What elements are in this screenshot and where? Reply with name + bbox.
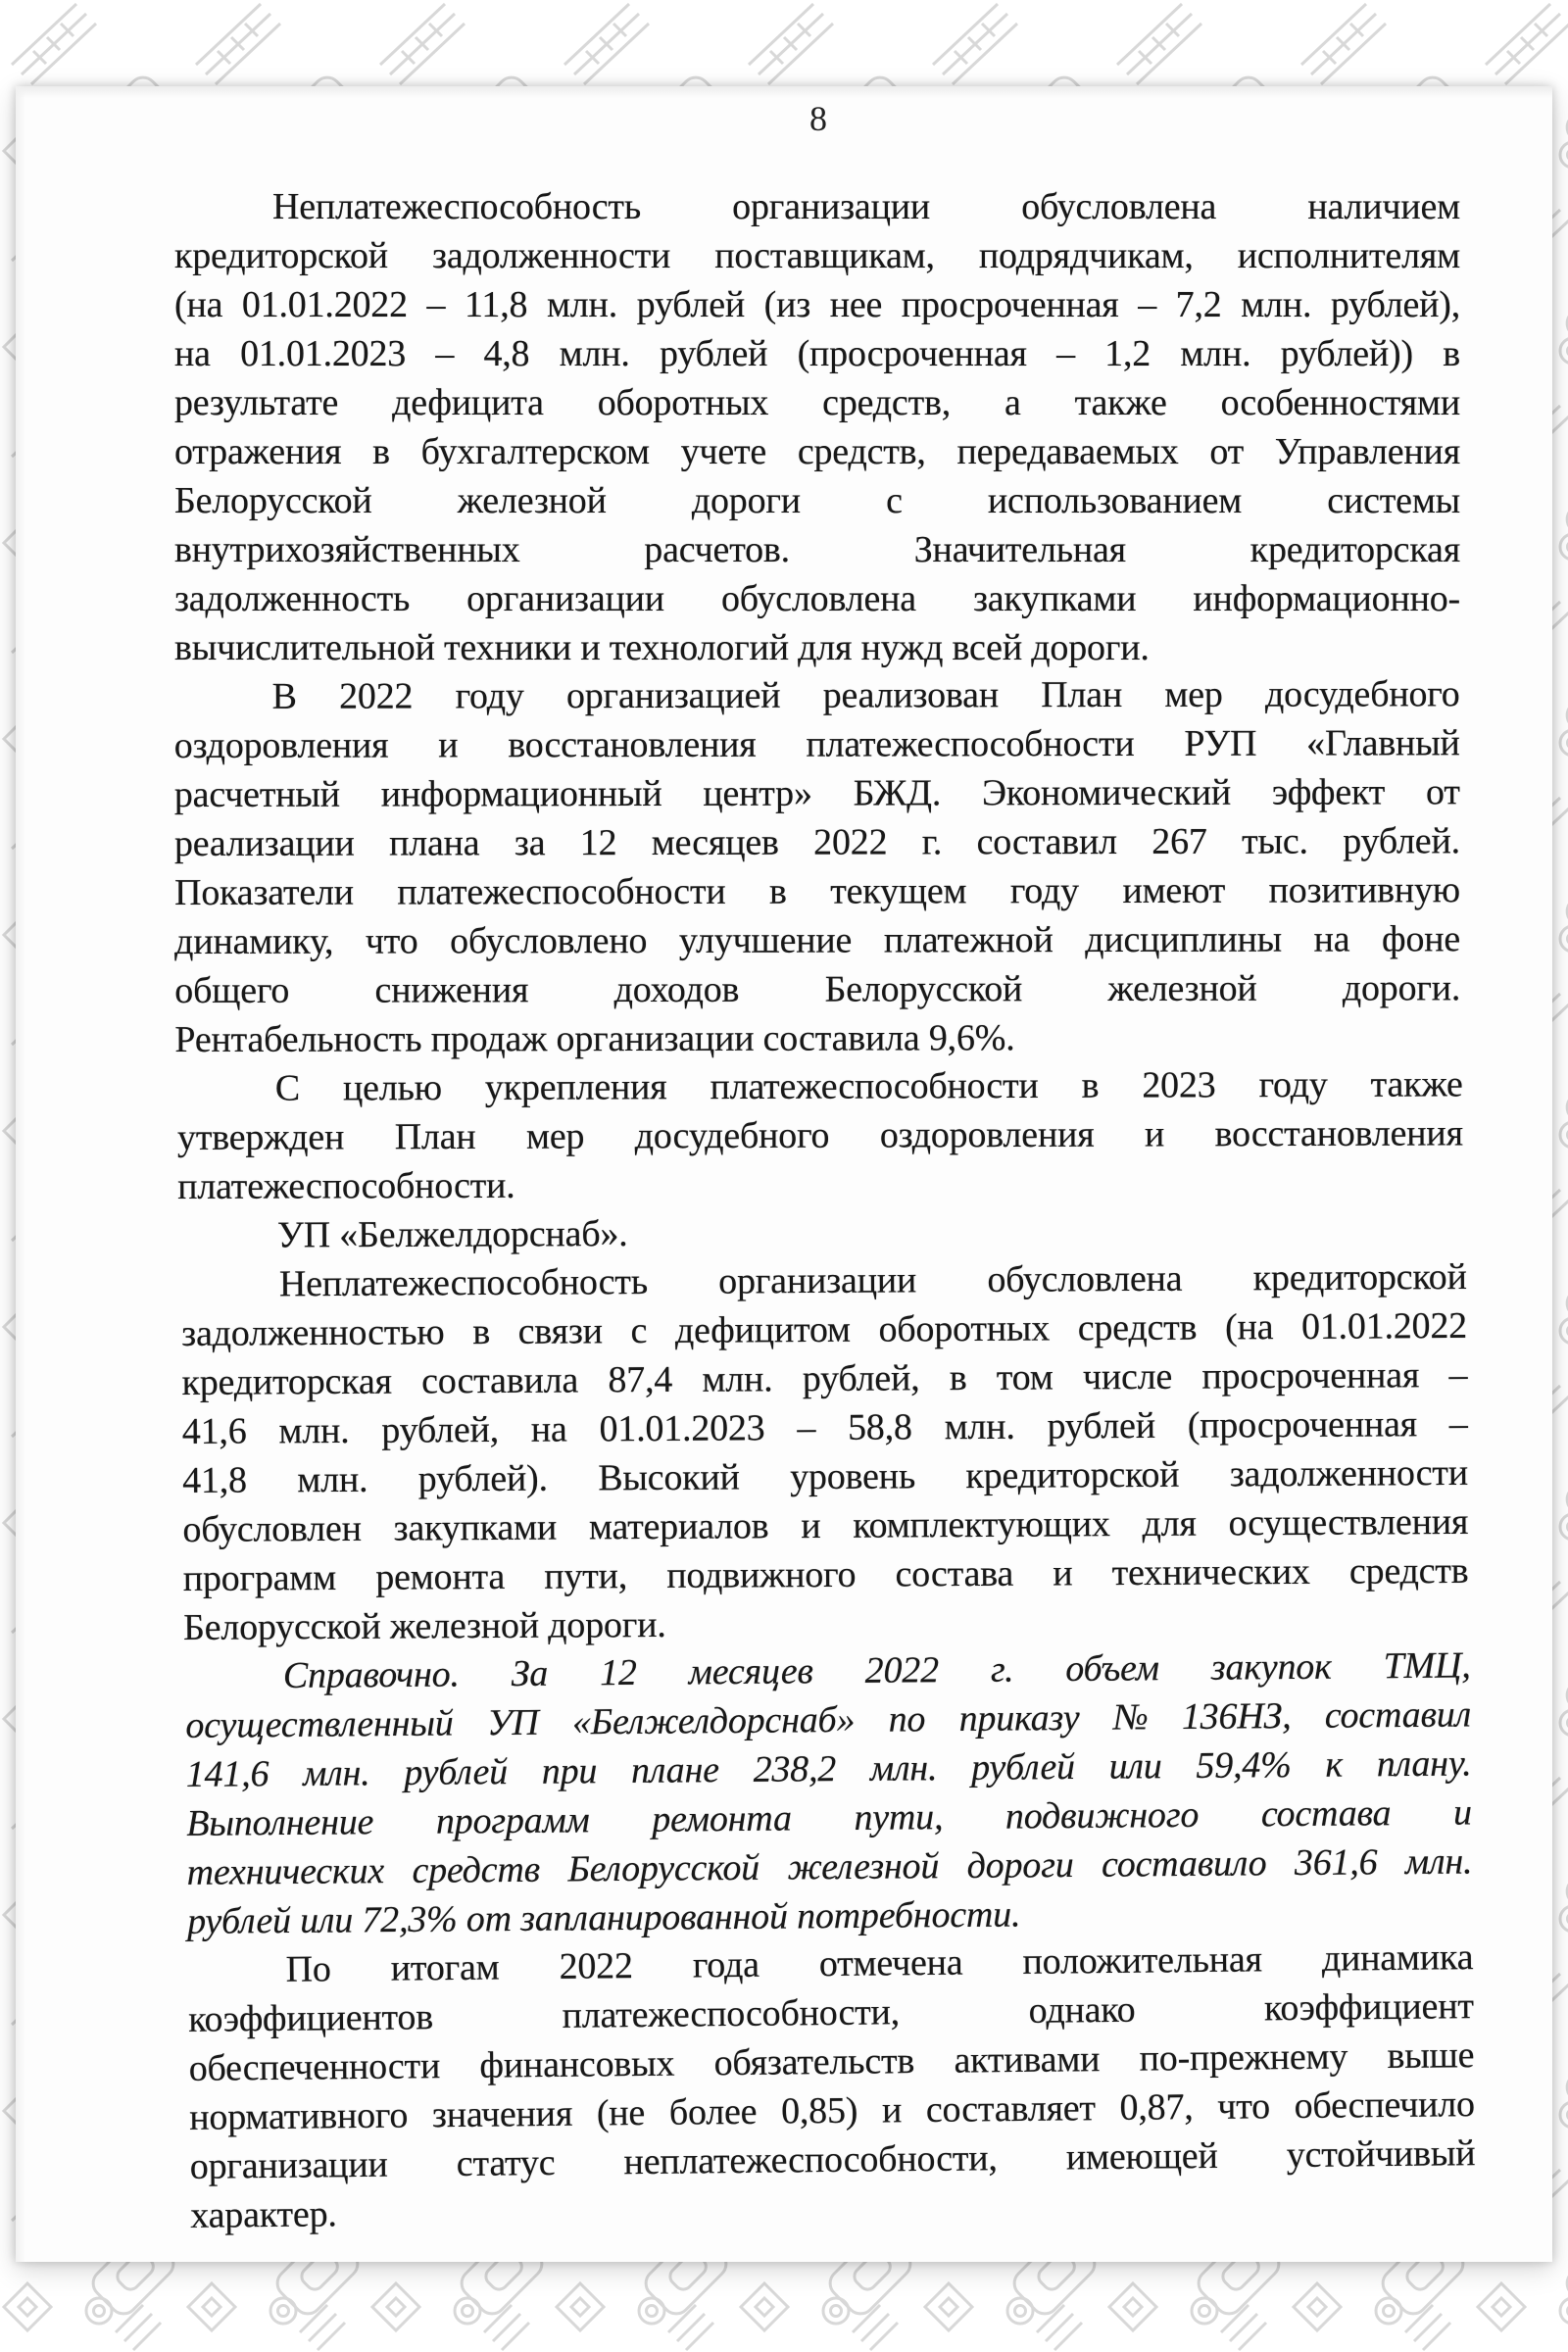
- text-line: Белорусской железной дороги с использованием системы: [174, 480, 1460, 521]
- text-line: задолженностью в связи с дефицитом оборотных средств (на 01.01.2022: [181, 1304, 1468, 1354]
- text-line: расчетный информационный центр» БЖД. Экономический эффект от: [173, 771, 1460, 816]
- text-line: В 2022 году организацией реализован План мер досудебного: [271, 673, 1460, 717]
- text-line: 141,6 млн. рублей при плане 238,2 млн. рублей или 59,4% к плану.: [185, 1742, 1472, 1795]
- text-line: Справочно. За 12 месяцев 2022 г. объем закупок ТМЦ,: [282, 1644, 1471, 1697]
- text-line: результате дефицита оборотных средств, а также особенностями: [174, 382, 1460, 423]
- text-line: УП «Белжелдорснаб».: [276, 1212, 628, 1256]
- paragraph: [181, 1252, 1469, 1652]
- page-number: 8: [809, 99, 827, 138]
- text-line: отражения в бухгалтерском учете средств, передаваемых от Управления: [174, 431, 1460, 472]
- text-line: оздоровления и восстановления платежеспособности РУП «Главный: [173, 722, 1460, 767]
- text-line: вычислительной техники и технологий для нужд всей дороги.: [174, 627, 1150, 668]
- document-text: [173, 182, 1476, 2240]
- paragraph: [185, 1641, 1474, 1945]
- text-line: С целью укрепления платежеспособности в 2023 году также: [274, 1063, 1463, 1109]
- paragraph: [179, 1205, 1465, 1260]
- text-line: (на 01.01.2022 – 11,8 млн. рублей (из нее просроченная – 7,2 млн. рублей),: [174, 284, 1461, 325]
- text-line: внутрихозяйственных расчетов. Значительная кредиторская: [174, 529, 1460, 570]
- text-line: технических средств Белорусской железной дороги составило 361,6 млн.: [186, 1840, 1473, 1893]
- text-line: Белорусской железной дороги.: [182, 1603, 666, 1648]
- text-line: 41,6 млн. рублей, на 01.01.2023 – 58,8 млн. рублей (просроченная –: [181, 1402, 1468, 1452]
- text-line: 41,8 млн. рублей). Высокий уровень кредиторской задолженности: [182, 1451, 1469, 1501]
- text-line: Показатели платежеспособности в текущем году имеют позитивную: [174, 869, 1460, 913]
- text-line: обусловлен закупками материалов и комплектующих для осуществления: [182, 1500, 1469, 1550]
- text-line: рублей или 72,3% от запланированной потребности.: [186, 1893, 1021, 1942]
- text-line: Неплатежеспособность организации обусловлена кредиторской: [278, 1255, 1467, 1305]
- text-line: нормативного значения (не более 0,85) и составляет 0,87, что обеспечило: [189, 2083, 1476, 2138]
- text-line: Неплатежеспособность организации обусловлена наличием: [272, 186, 1460, 227]
- text-line: Рентабельность продаж организации составила 9,6%.: [174, 1017, 1015, 1060]
- paragraph: [187, 1933, 1476, 2240]
- text-line: коэффициентов платежеспособности, однако коэффициент: [187, 1985, 1474, 2040]
- text-line: платежеспособности.: [177, 1164, 515, 1207]
- text-line: характер.: [190, 2193, 337, 2236]
- text-line: утвержден План мер досудебного оздоровления и восстановления: [176, 1112, 1463, 1158]
- text-line: программ ремонта пути, подвижного состава и технических средств: [182, 1549, 1469, 1599]
- text-line: задолженность организации обусловлена закупками информационно-: [174, 578, 1460, 619]
- text-line: Выполнение программ ремонта пути, подвижного состава и: [186, 1791, 1473, 1844]
- text-line: динамику, что обусловлено улучшение платежной дисциплины на фоне: [174, 918, 1461, 962]
- paragraph: [174, 182, 1460, 672]
- document-page: [16, 86, 1552, 2262]
- paragraph: [174, 669, 1461, 1064]
- text-line: осуществленный УП «Белжелдорснаб» по приказу № 136НЗ, составил: [185, 1693, 1472, 1746]
- text-line: реализации плана за 12 месяцев 2022 г. составил 267 тыс. рублей.: [173, 820, 1460, 864]
- text-line: общего снижения доходов Белорусской железной дороги.: [174, 967, 1461, 1011]
- paragraph: [177, 1059, 1464, 1211]
- text-line: кредиторской задолженности поставщикам, подрядчикам, исполнителям: [174, 235, 1460, 276]
- text-line: организации статус неплатежеспособности, имеющей устойчивый: [189, 2132, 1476, 2187]
- text-line: на 01.01.2023 – 4,8 млн. рублей (просроченная – 1,2 млн. рублей)) в: [174, 333, 1460, 374]
- text-line: По итогам 2022 года отмечена положительная динамика: [285, 1936, 1474, 1990]
- text-line: обеспеченности финансовых обязательств активами по-прежнему выше: [188, 2034, 1475, 2089]
- text-line: кредиторская составила 87,4 млн. рублей, в том числе просроченная –: [181, 1353, 1468, 1403]
